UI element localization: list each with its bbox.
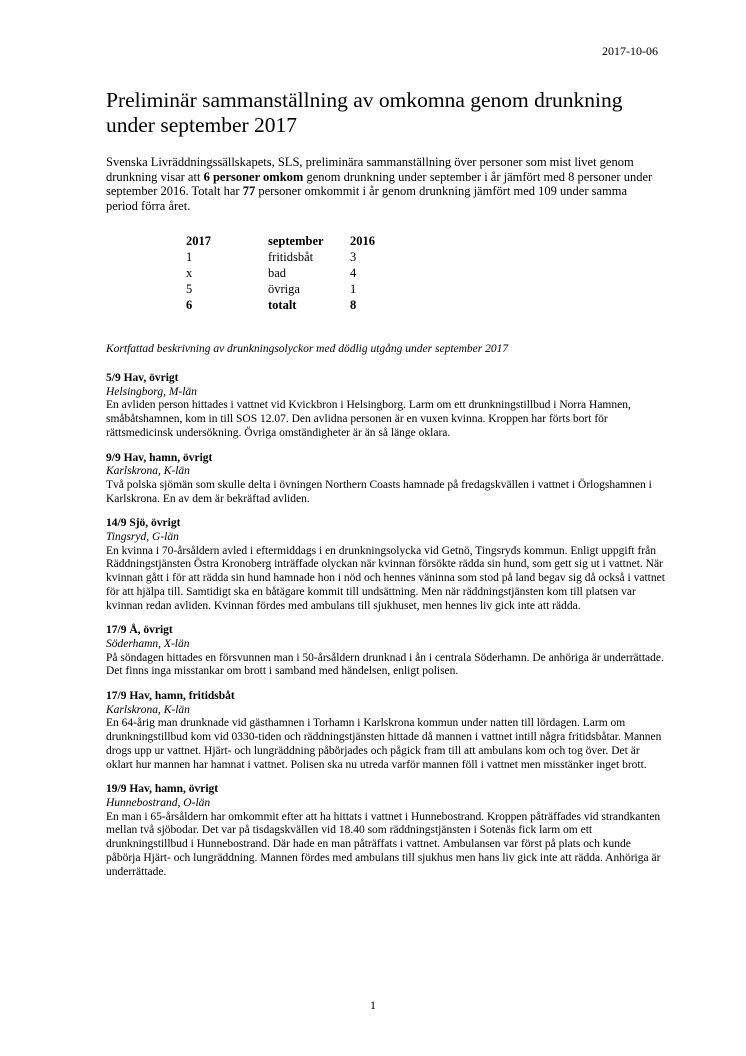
summary-header-row xyxy=(186,234,390,250)
summary-row xyxy=(186,266,390,282)
incident-text: Två polska sjömän som skulle delta i övningen Northern Coasts hamnade på fredagskvällen i vattnet i Örlogshamnen i Karlskrona. En av dem är bekräftad avliden. xyxy=(106,478,652,505)
incident-place: Tingsryd, G-län xyxy=(106,531,179,544)
incident-place: Karlskrona, K-län xyxy=(106,703,190,716)
incident-heading: 5/9 Hav, övrigt xyxy=(106,372,179,384)
incident-heading: 17/9 Hav, hamn, fritidsbåt xyxy=(106,690,235,703)
incident-text: En 64-årig man drunknade vid gästhamnen i Torhamn i Karlskrona kommun under natten till lördagen. Larm om drunkningstillbud kom vid 0330-tiden och räddningstjänsten hittade då mannen i vattnet intill några fritidsbåtar. Mannen drogs upp ur vattnet. Hjärt- och lungräddning påbörjades och pågick fram till att ambulans kom och tog över. Det är oklart hur mannen har hamnat i vattnet. Polisen ska nu utreda varför mannen föll i vattnet men misstänker inget brott. xyxy=(106,717,662,771)
cell-2017: 1 xyxy=(186,250,193,264)
header-cell-2016: 2016 xyxy=(350,234,375,248)
incident-heading: 17/9 Å, övrigt xyxy=(106,624,173,637)
incident-text: På söndagen hittades en försvunnen man i 50-årsåldern drunknad i ån i centrala Söderhamn. De anhöriga är underrättade. Det finns inga misstankar om brott i samband med händelsen, enligt polisen. xyxy=(106,651,664,678)
incident-text: En man i 65-årsåldern har omkommit efter att ha hittats i vattnet i Hunnebostrand. Kroppen påträffades vid strandkanten mellan två sjöbodar. Det var på tisdagskvällen vid 18.40 som räddningstjänsten i Sotenäs fick larm om ett drunkningstillbud i Hunnebostrand. Där hade en man påträffats i vattnet. Ambulansen var först på plats och kunde påbörja Hjärt- och lungräddning. Mannen fördes med ambulans till sjukhus men hans liv gick inte att rädda. Anhöriga är underrättade. xyxy=(106,810,661,878)
incident-item xyxy=(106,517,666,613)
incident-text: En avliden person hittades i vattnet vid Kvickbron i Helsingborg. Larm om ett drunkningstillbud i Norra Hamnen, småbåtshamnen, kom in till SOS 12.07. Den avlidna personen är en vuxen kvinna. Kroppen har förts bort för rättsmedicinsk undersökning. Övriga omständigheter är än så länge oklara. xyxy=(106,399,631,439)
summary-row xyxy=(186,250,390,266)
incident-text: En kvinna i 70-årsåldern avled i eftermiddags i en drunkningsolycka vid Getnö, Tingsryds kommun. Enligt uppgift från Räddningstjänsten Östra Kronoberg inträffade olyckan när kvinnan försökte rädda sin hund, som gett sig ut i vattnet. När kvinnan gått i för att rädda sin hund hamnade hon i nöd och hennes väninna som stod på land begav sig då också i vattnet för att hjälpa till. Samtidigt ska en båtägare kommit till undsättning. Men när räddningstjänsten kom till platsen var kvinnan redan avliden. Kvinnan fördes med ambulans till sjukhuset, men hennes liv gick inte att rädda. xyxy=(106,544,665,612)
incident-item xyxy=(106,690,666,772)
intro-text-1: Svenska Livräddningssällskapets, SLS, preliminära sammanställning över personer som mist livet genom drunkning visar att xyxy=(106,155,634,184)
incident-item xyxy=(106,783,666,879)
incident-place: Hunnebostrand, O-län xyxy=(106,796,211,809)
page-number: 1 xyxy=(370,998,376,1012)
summary-row xyxy=(186,282,390,298)
cell-2017: 5 xyxy=(186,282,193,296)
cell-category: bad xyxy=(268,266,287,280)
cell-2016: 3 xyxy=(350,250,357,264)
incident-place: Helsingborg, M-län xyxy=(106,385,197,398)
incident-place: Karlskrona, K-län xyxy=(106,465,190,478)
header-cell-2017: 2017 xyxy=(186,234,211,248)
intro-bold-1: 6 personer omkom xyxy=(203,169,304,184)
cell-2016: 4 xyxy=(350,266,357,280)
incident-item xyxy=(106,624,666,679)
total-cell-2017: 6 xyxy=(186,298,193,312)
cell-category: fritidsbåt xyxy=(268,250,314,264)
intro-text-2: genom drunkning under september i år jämfört med 8 personer under september 2016. Totalt har xyxy=(106,169,653,198)
cell-2017: x xyxy=(186,266,193,280)
incident-item xyxy=(106,372,666,441)
cell-category: övriga xyxy=(268,282,300,296)
cell-2016: 1 xyxy=(350,282,357,296)
summary-total-row xyxy=(186,298,390,314)
description-heading: Kortfattad beskrivning av drunkningsolyckor med dödlig utgång under september 2017 xyxy=(106,343,509,355)
intro-paragraph xyxy=(106,155,661,213)
header-cell-month: september xyxy=(268,234,324,248)
incident-list xyxy=(106,372,666,890)
intro-text-3: personer omkommit i år genom drunkning jämfört med 109 under samma period förra året. xyxy=(106,184,628,213)
incident-place: Söderhamn, X-län xyxy=(106,637,190,650)
incident-heading: 14/9 Sjö, övrigt xyxy=(106,517,181,530)
summary-table xyxy=(186,234,390,314)
incident-heading: 19/9 Hav, hamn, övrigt xyxy=(106,783,219,796)
incident-item xyxy=(106,452,666,507)
incident-heading: 9/9 Hav, hamn, övrigt xyxy=(106,451,213,464)
document-date: 2017-10-06 xyxy=(602,44,658,58)
intro-bold-2: 77 xyxy=(242,184,256,198)
total-cell-label: totalt xyxy=(268,298,297,312)
document-title: Preliminär sammanställning av omkomna genom drunkning under september 2017 xyxy=(106,88,623,137)
total-cell-2016: 8 xyxy=(350,298,357,312)
